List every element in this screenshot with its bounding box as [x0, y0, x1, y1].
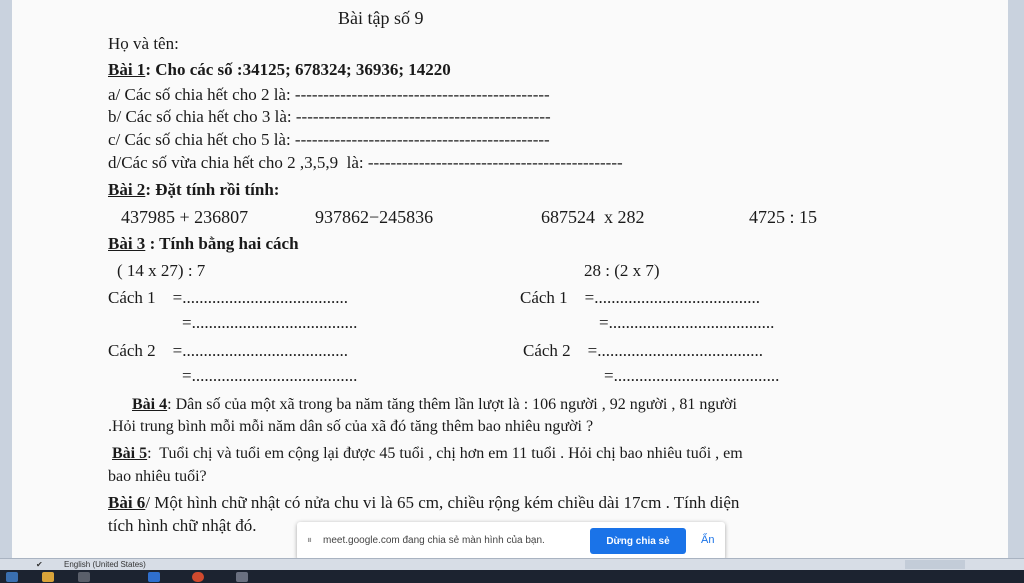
- bai6-text: / Một hình chữ nhật có nửa chu vi là 65 cm, chiều rộng kém chiều dài 17cm . Tính diện: [145, 493, 740, 512]
- share-message: meet.google.com đang chia sẻ màn hình của bạn.: [323, 535, 545, 546]
- bai2-text: : Đặt tính rồi tính:: [145, 180, 280, 199]
- bai1-heading: [108, 60, 451, 80]
- bai4-label: Bài 4: [132, 396, 168, 413]
- app-icon[interactable]: [78, 572, 90, 582]
- bai5-line1: [112, 444, 743, 464]
- bai6-label: Bài 6: [108, 493, 146, 512]
- bai2-label: Bài 2: [108, 180, 146, 199]
- folder-icon[interactable]: [42, 572, 54, 582]
- bai2-expr-2: 937862−245836: [315, 207, 434, 227]
- taskbar: [0, 570, 1024, 583]
- start-icon[interactable]: [6, 572, 18, 582]
- name-line: Họ và tên:: [108, 34, 179, 53]
- bai3-left-cach1-line2: =.......................................: [182, 313, 358, 332]
- view-buttons[interactable]: [905, 560, 965, 569]
- bai1-item-c: c/ Các số chia hết cho 5 là: ---------------------------------------------: [108, 130, 550, 149]
- browser-icon[interactable]: [192, 572, 204, 582]
- bai3-right-expr: 28 : (2 x 7): [584, 261, 660, 280]
- document-page: [12, 0, 1008, 560]
- bai2-expr-1: 437985 + 236807: [121, 207, 249, 227]
- bai3-right-cach2-line2: =.......................................: [604, 366, 780, 385]
- document-title: Bài tập số 9: [338, 8, 424, 28]
- bai4-line1: [132, 395, 737, 415]
- bai5-line2: bao nhiêu tuổi?: [108, 468, 207, 485]
- bai6-line2: tích hình chữ nhật đó.: [108, 516, 257, 535]
- bai6-line1: [108, 493, 739, 513]
- bai3-right-cach1: Cách 1 =.......................................: [520, 288, 761, 307]
- window-icon[interactable]: [236, 572, 248, 582]
- bai2-expr-3: 687524 x 282: [541, 207, 645, 227]
- hide-button[interactable]: Ẩn: [701, 534, 715, 546]
- screen-share-banner: [297, 522, 725, 560]
- bai3-label: Bài 3: [108, 234, 146, 253]
- bai3-text: : Tính bằng hai cách: [145, 234, 299, 253]
- bai4-line2: .Hỏi trung bình mỗi mỗi năm dân số của xã đó tăng thêm bao nhiêu người ?: [108, 418, 594, 435]
- bai5-text: : Tuổi chị và tuổi em cộng lại được 45 tuổi , chị hơn em 11 tuổi . Hỏi chị bao nhiêu tuổi , em: [147, 445, 743, 462]
- bai2-expr-4: 4725 : 15: [749, 207, 818, 227]
- bai3-right-cach2: Cách 2 =.......................................: [523, 341, 764, 360]
- bai2-heading: [108, 180, 279, 200]
- stop-sharing-button[interactable]: Dừng chia sẻ: [590, 528, 686, 554]
- bai4-text: : Dân số của một xã trong ba năm tăng thêm lần lượt là : 106 người , 92 người , 81 người: [167, 396, 737, 413]
- bai3-left-cach2-line2: =.......................................: [182, 366, 358, 385]
- bai1-item-d: d/Các số vừa chia hết cho 2 ,3,5,9 là: ---------------------------------------------: [108, 153, 623, 172]
- bai1-item-b: b/ Các số chia hết cho 3 là: ---------------------------------------------: [108, 107, 551, 126]
- proofing-icon[interactable]: ✔: [36, 560, 43, 569]
- bai3-left-cach2: Cách 2 =.......................................: [108, 341, 349, 360]
- bai3-heading: [108, 234, 299, 254]
- drag-handle-icon[interactable]: ⏸: [307, 535, 312, 546]
- bai1-text: : Cho các số :34125; 678324; 36936; 14220: [145, 60, 451, 79]
- bai1-label: Bài 1: [108, 60, 146, 79]
- bai1-item-a: a/ Các số chia hết cho 2 là: ---------------------------------------------: [108, 85, 550, 104]
- bai3-left-cach1: Cách 1 =.......................................: [108, 288, 349, 307]
- bai3-left-expr: ( 14 x 27) : 7: [117, 261, 206, 280]
- word-icon[interactable]: [148, 572, 160, 582]
- bai5-label: Bài 5: [112, 445, 148, 462]
- language-indicator[interactable]: English (United States): [64, 560, 146, 569]
- bai3-right-cach1-line2: =.......................................: [599, 313, 775, 332]
